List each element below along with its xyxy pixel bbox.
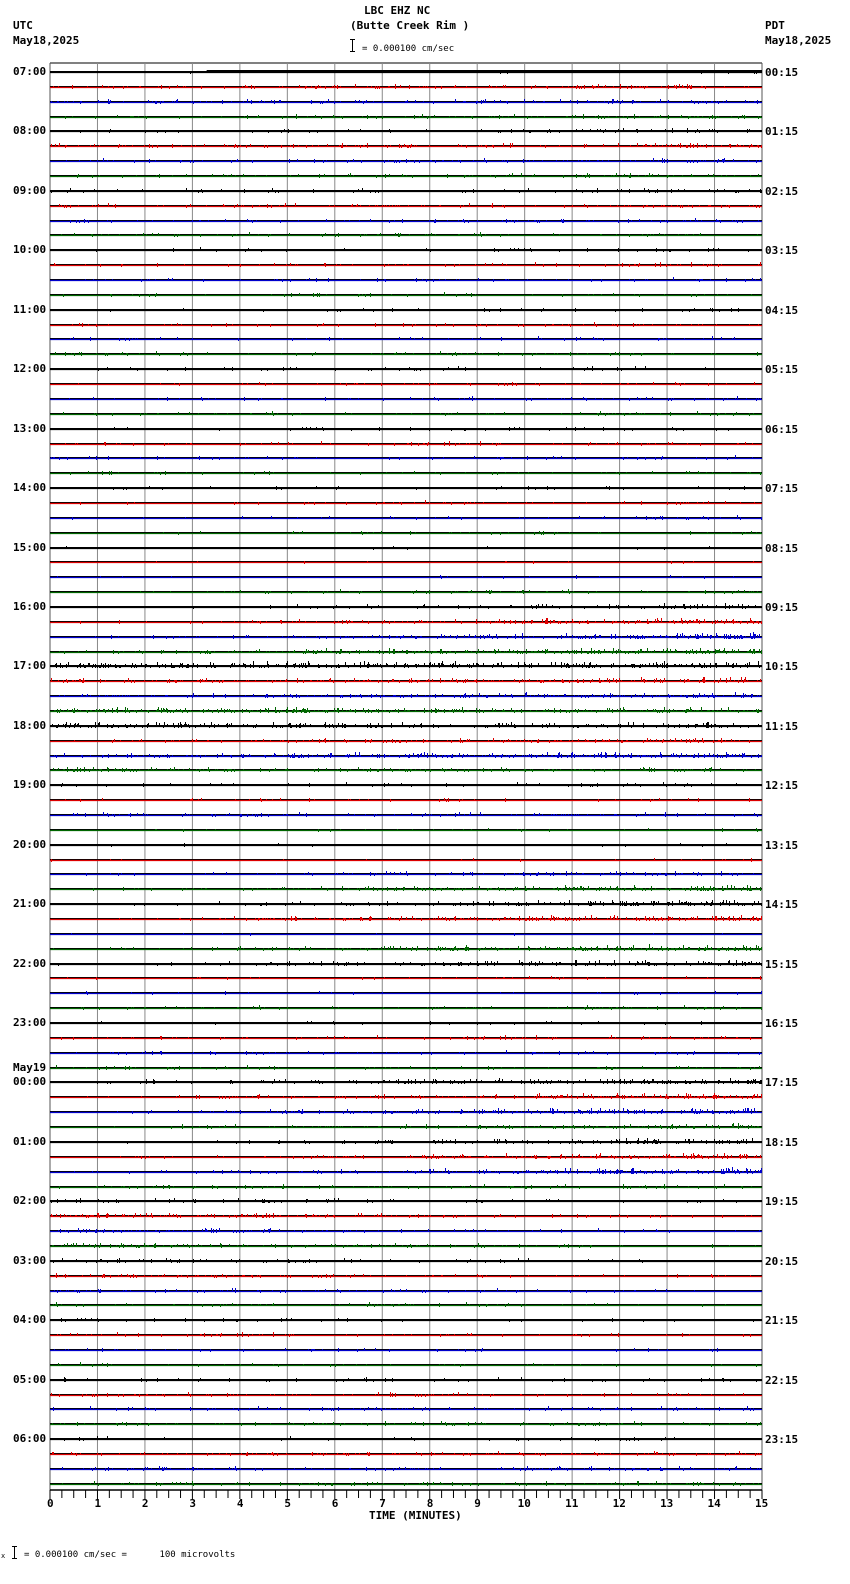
utc-hour-label: 22:00 <box>13 957 47 970</box>
utc-hour-label: 12:00 <box>13 362 47 375</box>
left-timezone: UTC <box>13 19 33 32</box>
right-date: May18,2025 <box>765 34 832 47</box>
pdt-hour-label: 05:15 <box>765 363 799 376</box>
utc-hour-label: 16:00 <box>13 600 47 613</box>
x-tick-label: 7 <box>379 1497 386 1510</box>
utc-hour-label: 20:00 <box>13 838 47 851</box>
pdt-hour-label: 19:15 <box>765 1195 799 1208</box>
pdt-hour-label: 14:15 <box>765 898 799 911</box>
x-tick-label: 10 <box>517 1497 531 1510</box>
utc-hour-label: 02:00 <box>13 1194 47 1207</box>
x-tick-label: 14 <box>707 1497 721 1510</box>
utc-hour-label: 04:00 <box>13 1313 47 1326</box>
x-tick-label: 9 <box>474 1497 481 1510</box>
utc-hour-label: 08:00 <box>13 124 47 137</box>
x-tick-label: 1 <box>94 1497 102 1510</box>
x-tick-label: 5 <box>284 1497 291 1510</box>
utc-hour-label: 15:00 <box>13 541 47 554</box>
footer-scale-text: = 0.000100 cm/sec = 100 microvolts <box>24 1550 236 1560</box>
x-tick-label: 3 <box>189 1497 197 1510</box>
pdt-hour-label: 07:15 <box>765 482 799 495</box>
utc-hour-label: 21:00 <box>13 897 47 910</box>
pdt-hour-label: 11:15 <box>765 720 799 733</box>
x-tick-label: 0 <box>47 1497 54 1510</box>
utc-hour-label: 00:00 <box>13 1075 47 1088</box>
utc-hour-label: 18:00 <box>13 719 47 732</box>
pdt-hour-label: 16:15 <box>765 1017 799 1030</box>
date-change-label: May19 <box>13 1061 47 1074</box>
right-timezone: PDT <box>765 19 785 32</box>
footer-scale-bar-icon <box>14 1546 15 1559</box>
utc-hour-label: 01:00 <box>13 1135 47 1148</box>
pdt-hour-label: 22:15 <box>765 1374 799 1387</box>
scale-label: = 0.000100 cm/sec <box>362 44 455 54</box>
left-date: May18,2025 <box>13 34 80 47</box>
pdt-hour-label: 08:15 <box>765 542 799 555</box>
pdt-hour-label: 21:15 <box>765 1314 799 1327</box>
pdt-hour-label: 18:15 <box>765 1136 799 1149</box>
utc-hour-label: 09:00 <box>13 184 47 197</box>
pdt-hour-label: 13:15 <box>765 839 799 852</box>
pdt-hour-label: 23:15 <box>765 1433 799 1446</box>
utc-hour-label: 07:00 <box>13 65 47 78</box>
pdt-hour-label: 20:15 <box>765 1255 799 1268</box>
pdt-hour-label: 10:15 <box>765 660 799 673</box>
station-title: LBC EHZ NC <box>364 4 431 17</box>
site-name: (Butte Creek Rim ) <box>350 19 470 32</box>
utc-hour-label: 03:00 <box>13 1254 47 1267</box>
pdt-hour-label: 15:15 <box>765 958 799 971</box>
x-tick-label: 2 <box>141 1497 149 1510</box>
x-tick-label: 15 <box>755 1497 769 1510</box>
pdt-hour-label: 12:15 <box>765 779 799 792</box>
x-axis-title: TIME (MINUTES) <box>369 1509 462 1522</box>
utc-hour-label: 19:00 <box>13 778 47 791</box>
utc-hour-label: 14:00 <box>13 481 47 494</box>
pdt-hour-label: 09:15 <box>765 601 799 614</box>
utc-hour-label: 13:00 <box>13 422 47 435</box>
utc-hour-label: 17:00 <box>13 659 47 672</box>
utc-hour-label: 11:00 <box>13 303 47 316</box>
x-tick-label: 12 <box>612 1497 626 1510</box>
x-tick-label: 4 <box>236 1497 244 1510</box>
pdt-hour-label: 02:15 <box>765 185 799 198</box>
x-tick-label: 6 <box>331 1497 339 1510</box>
pdt-hour-label: 01:15 <box>765 125 799 138</box>
utc-hour-label: 06:00 <box>13 1432 47 1445</box>
utc-hour-label: 10:00 <box>13 243 47 256</box>
utc-hour-label: 05:00 <box>13 1373 47 1386</box>
scale-bar-icon <box>352 39 353 52</box>
footer-prefix: x <box>1 1552 6 1560</box>
pdt-hour-label: 03:15 <box>765 244 799 257</box>
pdt-hour-label: 00:15 <box>765 66 799 79</box>
pdt-hour-label: 04:15 <box>765 304 799 317</box>
pdt-hour-label: 06:15 <box>765 423 799 436</box>
utc-hour-label: 23:00 <box>13 1016 47 1029</box>
x-tick-label: 8 <box>426 1497 434 1510</box>
x-tick-label: 11 <box>565 1497 579 1510</box>
x-tick-label: 13 <box>660 1497 674 1510</box>
pdt-hour-label: 17:15 <box>765 1076 799 1089</box>
